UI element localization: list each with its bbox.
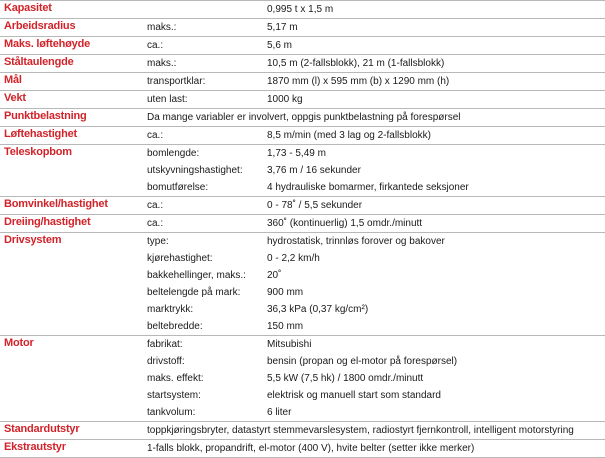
spec-value: elektrisk og manuell start som standard [267,390,441,401]
spec-row-motor [0,336,605,422]
spec-value: 20˚ [267,270,282,281]
category-label: Arbeidsradius [4,20,76,32]
spec-value: 150 mm [267,321,304,332]
spec-value: bensin (propan og el-motor på forespørsel) [267,356,458,367]
spec-line [0,162,605,179]
spec-label: drivstoff: [147,356,185,367]
spec-value: 360˚ (kontinuerlig) 1,5 omdr./minutt [267,218,423,229]
spec-line [0,197,605,214]
spec-value: 0 - 78˚ / 5,5 sekunder [267,200,363,211]
spec-value: Da mange variabler er involvert, oppgis punktbelastning på forespørsel [147,112,461,123]
category-label: Standardutstyr [4,423,80,435]
spec-line [0,404,605,421]
category-label: Teleskopbom [4,146,72,158]
spec-label: startsystem: [147,390,201,401]
spec-label: bomutførelse: [147,182,209,193]
category-label: Ståltaulengde [4,56,74,68]
category-label: Maks. løftehøyde [4,38,91,50]
category-label: Kapasitet [4,2,52,14]
spec-label: uten last: [147,94,188,105]
spec-line [0,440,605,457]
spec-line [0,233,605,250]
spec-value: 0 - 2,2 km/h [267,253,320,264]
spec-line [0,301,605,318]
spec-line [0,127,605,144]
category-label: Punktbelastning [4,110,87,122]
category-label: Mål [4,74,22,86]
spec-value: hydrostatisk, trinnløs forover og bakover [267,236,445,247]
spec-row-standardutstyr [0,422,605,440]
spec-value: 3,76 m / 16 sekunder [267,165,361,176]
spec-line [0,370,605,387]
spec-line [0,284,605,301]
spec-line [0,91,605,108]
spec-row-punktbelastning [0,109,605,127]
spec-line [0,145,605,162]
spec-label: maks. effekt: [147,373,204,384]
spec-row-dreiing [0,215,605,233]
category-label: Ekstrautstyr [4,441,66,453]
spec-value: toppkjøringsbryter, datastyrt stemmevarslesystem, radiostyrt fjernkontroll, intelligent motorstyring [147,425,574,436]
spec-line [0,179,605,196]
category-label: Løftehastighet [4,128,77,140]
spec-line [0,336,605,353]
spec-label: marktrykk: [147,304,194,315]
spec-line [0,267,605,284]
spec-row-teleskopbom [0,145,605,197]
category-label: Drivsystem [4,234,62,246]
spec-label: ca.: [147,130,164,141]
spec-line [0,422,605,439]
spec-label: beltelengde på mark: [147,287,241,298]
spec-row-kapasitet [0,0,605,19]
spec-label: utskyvningshastighet: [147,165,243,176]
spec-value: 10,5 m (2-fallsblokk), 21 m (1-fallsblokk) [267,58,445,69]
spec-value: Mitsubishi [267,339,312,350]
spec-value: 1870 mm (l) x 595 mm (b) x 1290 mm (h) [267,76,450,87]
spec-row-drivsystem [0,233,605,336]
spec-row-mal [0,73,605,91]
spec-label: kjørehastighet: [147,253,213,264]
spec-value: 6 liter [267,407,292,418]
spec-line [0,73,605,90]
spec-label: fabrikat: [147,339,183,350]
spec-row-bomvinkel [0,197,605,215]
spec-line [0,353,605,370]
spec-row-lofthastighet [0,127,605,145]
spec-line [0,387,605,404]
spec-value: 0,995 t x 1,5 m [267,4,334,15]
spec-value: 1000 kg [267,94,303,105]
category-label: Motor [4,337,34,349]
spec-row-vekt [0,91,605,109]
spec-label: ca.: [147,40,164,51]
spec-label: ca.: [147,218,164,229]
spec-label: ca.: [147,200,164,211]
spec-line [0,318,605,335]
spec-line [0,19,605,36]
spec-value: 4 hydrauliske bomarmer, firkantede seksjoner [267,182,469,193]
spec-value: 5,17 m [267,22,298,33]
spec-label: bomlengde: [147,148,200,159]
spec-label: maks.: [147,22,177,33]
spec-label: type: [147,236,169,247]
category-label: Dreiing/hastighet [4,216,91,228]
spec-line [0,1,605,18]
spec-value: 5,5 kW (7,5 hk) / 1800 omdr./minutt [267,373,424,384]
spec-value: 1-falls blokk, propandrift, el-motor (400 V), hvite belter (setter ikke merker) [147,443,475,454]
spec-label: maks.: [147,58,177,69]
spec-value: 36,3 kPa (0,37 kg/cm²) [267,304,369,315]
spec-line [0,55,605,72]
spec-line [0,37,605,54]
spec-row-staltaulengde [0,55,605,73]
spec-line [0,109,605,126]
spec-label: tankvolum: [147,407,196,418]
spec-row-arbeidsradius [0,19,605,37]
spec-label: bakkehellinger, maks.: [147,270,246,281]
spec-line [0,215,605,232]
spec-row-maks-lofthoyde [0,37,605,55]
spec-label: beltebredde: [147,321,203,332]
category-label: Vekt [4,92,26,104]
spec-line [0,250,605,267]
spec-label: transportklar: [147,76,206,87]
category-label: Bomvinkel/hastighet [4,198,108,210]
spec-value: 8,5 m/min (med 3 lag og 2-fallsblokk) [267,130,431,141]
spec-value: 900 mm [267,287,304,298]
spec-value: 1,73 - 5,49 m [267,148,326,159]
spec-row-ekstrautstyr [0,440,605,458]
spec-value: 5,6 m [267,40,293,51]
